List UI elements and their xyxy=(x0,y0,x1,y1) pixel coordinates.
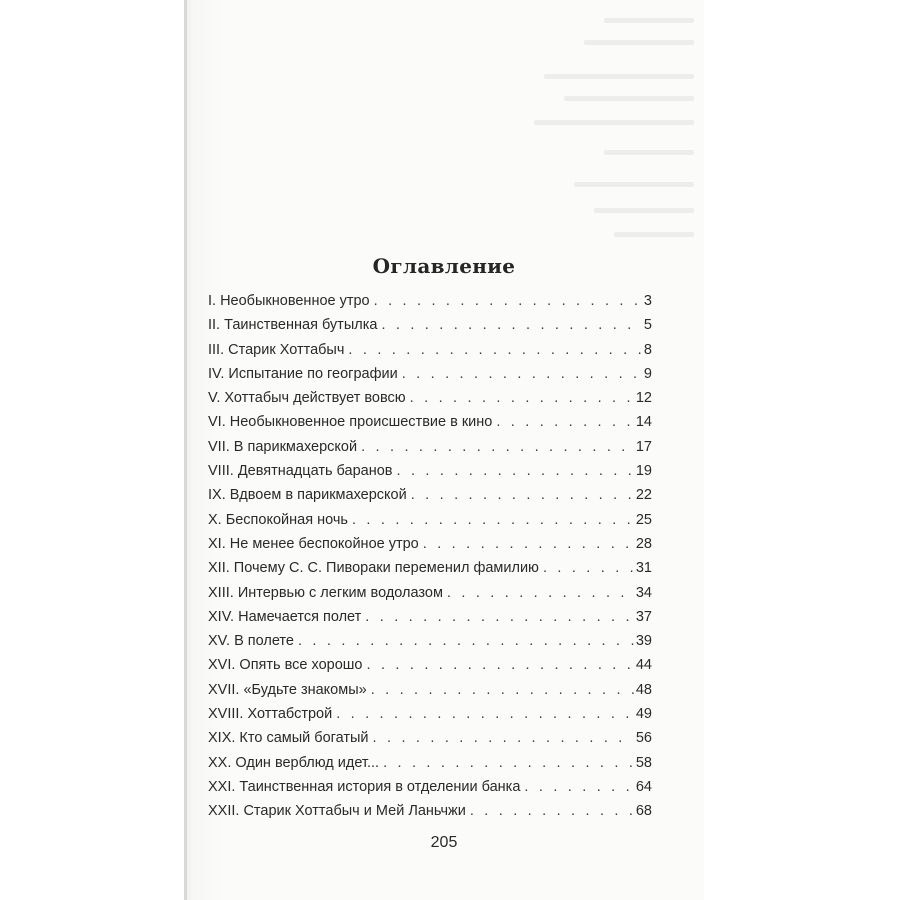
dot-leader xyxy=(373,730,634,746)
toc-entry-page: 17 xyxy=(635,438,652,455)
dot-leader xyxy=(396,463,633,479)
dot-leader xyxy=(410,390,634,406)
toc-heading: Оглавление xyxy=(372,254,516,278)
dot-leader xyxy=(352,512,634,528)
toc-entry[interactable] xyxy=(208,609,652,633)
toc-entry[interactable] xyxy=(208,585,652,609)
toc-entry-title: XVI. Опять все хорошо xyxy=(208,657,363,674)
dot-leader xyxy=(374,293,642,309)
toc-entry[interactable] xyxy=(208,317,652,341)
toc-entry-page: 34 xyxy=(635,584,652,601)
toc-entry-title: XIX. Кто самый богатый xyxy=(208,730,369,747)
toc-entry-title: XV. В полете xyxy=(208,633,294,650)
dot-leader xyxy=(361,439,634,455)
dot-leader xyxy=(496,414,634,430)
toc-entry-title: VII. В парикмахерской xyxy=(208,438,358,455)
toc-entry-title: IX. Вдвоем в парикмахерской xyxy=(208,487,407,504)
toc-entry-page: 5 xyxy=(643,317,652,334)
toc-entry-page: 14 xyxy=(635,414,652,431)
toc-entry-page: 22 xyxy=(635,487,652,504)
toc-entry[interactable] xyxy=(208,487,652,511)
toc-entry[interactable] xyxy=(208,439,652,463)
toc-entry-title: XXII. Старик Хоттабыч и Мей Ланьчжи xyxy=(208,803,466,820)
dot-leader xyxy=(470,803,634,819)
dot-leader xyxy=(524,779,633,795)
toc-entry-title: X. Беспокойная ночь xyxy=(208,511,348,528)
toc-entry[interactable] xyxy=(208,342,652,366)
toc-entry[interactable] xyxy=(208,293,652,317)
bleed-through-line xyxy=(544,74,694,79)
dot-leader xyxy=(447,585,634,601)
toc-entry-title: I. Необыкновенное утро xyxy=(208,293,370,309)
toc-entry-page: 68 xyxy=(635,803,652,820)
toc-entry-title: XVIII. Хоттабстрой xyxy=(208,706,333,723)
toc-entry[interactable] xyxy=(208,463,652,487)
dot-leader xyxy=(298,633,634,649)
toc-entry-title: IV. Испытание по географии xyxy=(208,365,398,382)
dot-leader xyxy=(402,366,642,382)
toc-entry[interactable] xyxy=(208,366,652,390)
toc-entry-title: XXI. Таинственная история в отделении банка xyxy=(208,778,521,795)
dot-leader xyxy=(383,755,634,771)
toc-entry-title: XI. Не менее беспокойное утро xyxy=(208,535,419,552)
toc-entry-page: 56 xyxy=(635,730,652,747)
toc-entry-title: VIII. Девятнадцать баранов xyxy=(208,463,393,480)
dot-leader xyxy=(381,317,641,333)
page-number: 205 xyxy=(430,834,458,851)
toc-entry-title: XIV. Намечается полет xyxy=(208,608,362,625)
bleed-through-line xyxy=(614,232,694,237)
toc-entry-page: 64 xyxy=(635,778,652,795)
dot-leader xyxy=(423,536,634,552)
toc-entry[interactable] xyxy=(208,536,652,560)
toc-entry-title: XIII. Интервью с легким водолазом xyxy=(208,584,443,601)
toc-entry-page: 48 xyxy=(635,681,652,698)
toc-entry-page: 58 xyxy=(635,754,652,771)
dot-leader xyxy=(371,682,634,698)
toc-entry[interactable] xyxy=(208,706,652,730)
toc-entry[interactable] xyxy=(208,390,652,414)
toc-entry-title: V. Хоттабыч действует вовсю xyxy=(208,390,406,407)
toc-entry-page: 39 xyxy=(635,633,652,650)
toc-entry-page: 12 xyxy=(635,390,652,407)
bleed-through-line xyxy=(564,96,694,101)
dot-leader xyxy=(543,560,634,576)
toc-entry[interactable] xyxy=(208,803,652,827)
toc-entry-page: 31 xyxy=(635,560,652,577)
dot-leader xyxy=(411,487,634,503)
toc-entry-title: XX. Один верблюд идет... xyxy=(208,754,380,771)
toc-entry-page: 28 xyxy=(635,535,652,552)
toc-entry[interactable] xyxy=(208,633,652,657)
toc-entry[interactable] xyxy=(208,779,652,803)
toc-entry-page: 19 xyxy=(635,463,652,480)
toc-entry[interactable] xyxy=(208,560,652,584)
toc-entry-title: II. Таинственная бутылка xyxy=(208,317,378,334)
toc-entry[interactable] xyxy=(208,730,652,754)
bleed-through-line xyxy=(574,182,694,187)
toc-entry-page: 49 xyxy=(635,706,652,723)
toc-entry-page: 37 xyxy=(635,608,652,625)
bleed-through-line xyxy=(604,150,694,155)
toc-entry[interactable] xyxy=(208,657,652,681)
toc-entry[interactable] xyxy=(208,414,652,438)
toc-entry-title: XVII. «Будьте знакомы» xyxy=(208,681,367,698)
toc-entry-title: III. Старик Хоттабыч xyxy=(208,341,345,358)
toc-entry-title: VI. Необыкновенное происшествие в кино xyxy=(208,414,493,431)
toc-entry[interactable] xyxy=(208,512,652,536)
dot-leader xyxy=(348,342,642,358)
toc-entry-title: XII. Почему С. С. Пивораки переменил фамилию xyxy=(208,560,539,577)
bleed-through-line xyxy=(594,208,694,213)
table-of-contents xyxy=(208,293,652,828)
bleed-through-line xyxy=(604,18,694,23)
toc-entry-page: 8 xyxy=(643,341,652,358)
toc-entry-page: 3 xyxy=(643,293,652,309)
dot-leader xyxy=(336,706,634,722)
toc-entry[interactable] xyxy=(208,755,652,779)
dot-leader xyxy=(365,609,634,625)
bleed-through-line xyxy=(534,120,694,125)
toc-entry[interactable] xyxy=(208,682,652,706)
page-edge-shadow xyxy=(184,0,187,900)
bleed-through-line xyxy=(584,40,694,45)
toc-entry-page: 9 xyxy=(643,365,652,382)
toc-entry-page: 25 xyxy=(635,511,652,528)
dot-leader xyxy=(367,657,634,673)
toc-entry-page: 44 xyxy=(635,657,652,674)
